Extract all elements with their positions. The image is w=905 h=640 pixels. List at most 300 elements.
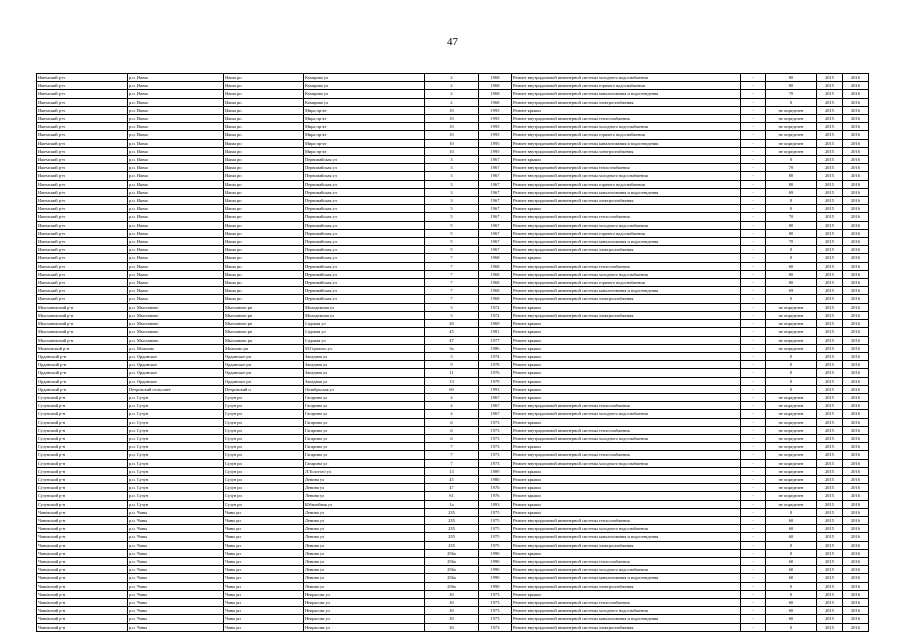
dash-cell-cell: - (741, 590, 766, 598)
settlement-cell: р.п. Ижма (128, 147, 224, 155)
table-row (37, 434, 869, 442)
street-cell: Октябрьская ул (304, 385, 425, 393)
build-year-cell: 1976 (479, 369, 512, 377)
locality-cell: Чаны рп (224, 574, 304, 582)
street-cell: Первомайская ул (304, 254, 425, 262)
settlement-cell: р.п. Ординское (128, 377, 224, 385)
end-year-cell: 2016 (843, 74, 869, 82)
district-cell: Ижемский р-н (37, 164, 128, 172)
settlement-cell: р.п. Ижма (128, 131, 224, 139)
street-cell: Первомайская ул (304, 180, 425, 188)
build-year-cell: 1990 (479, 582, 512, 590)
cost-value-cell: 69 (766, 188, 817, 196)
house-number-cell: 6 (425, 418, 479, 426)
table-row (37, 352, 869, 360)
settlement-cell: Петровский сельсовет (128, 385, 224, 393)
cost-value-cell: не определен (766, 393, 817, 401)
cost-value-cell: не определен (766, 426, 817, 434)
district-cell: Ижемский р-н (37, 221, 128, 229)
locality-cell: Мысханово рп (224, 320, 304, 328)
district-cell: Ординский р-н (37, 369, 128, 377)
start-year-cell: 2015 (817, 197, 843, 205)
end-year-cell: 2016 (843, 582, 869, 590)
dash-cell-cell: - (741, 336, 766, 344)
dash-cell-cell: - (741, 443, 766, 451)
house-number-cell: 5 (425, 246, 479, 254)
table-row (37, 623, 869, 631)
end-year-cell: 2016 (843, 229, 869, 237)
cost-value-cell: не определен (766, 402, 817, 410)
locality-cell: Чаны рп (224, 533, 304, 541)
district-cell: Сузунский р-н (37, 418, 128, 426)
locality-cell: Ижма рп (224, 238, 304, 246)
start-year-cell: 2015 (817, 402, 843, 410)
build-year-cell: 1968 (479, 279, 512, 287)
district-cell: Сузунский р-н (37, 434, 128, 442)
locality-cell: Сузун рп (224, 434, 304, 442)
start-year-cell: 2015 (817, 188, 843, 196)
end-year-cell: 2016 (843, 459, 869, 467)
locality-cell: Ижма рп (224, 98, 304, 106)
start-year-cell: 2015 (817, 459, 843, 467)
district-cell: Сузунский р-н (37, 500, 128, 508)
locality-cell: Сузун рп (224, 393, 304, 401)
table-row (37, 295, 869, 303)
cost-value-cell: не определен (766, 328, 817, 336)
cost-value-cell: 60 (766, 557, 817, 565)
district-cell: Ижемский р-н (37, 123, 128, 131)
end-year-cell: 2016 (843, 467, 869, 475)
locality-cell: Ижма рп (224, 270, 304, 278)
street-cell: Мира пр-кт (304, 123, 425, 131)
locality-cell: Сузун рп (224, 426, 304, 434)
house-number-cell: 2 (425, 82, 479, 90)
house-number-cell: 5 (425, 229, 479, 237)
house-number-cell: 7 (425, 279, 479, 287)
cost-value-cell: 80 (766, 279, 817, 287)
work-type-cell: Ремонт внутридомовой инженерной системы канализования и водоотведения (512, 574, 741, 582)
work-type-cell: Ремонт внутридомовой инженерной системы теплоснабжения (512, 599, 741, 607)
district-cell: Сузунский р-н (37, 467, 128, 475)
dash-cell-cell: - (741, 516, 766, 524)
cost-value-cell: 70 (766, 238, 817, 246)
build-year-cell: 1973 (479, 599, 512, 607)
table-row (37, 221, 869, 229)
settlement-cell: р.п. Чаны (128, 590, 224, 598)
start-year-cell: 2015 (817, 303, 843, 311)
build-year-cell: 1977 (479, 336, 512, 344)
locality-cell: Сузун рп (224, 500, 304, 508)
end-year-cell: 2016 (843, 434, 869, 442)
work-type-cell: Ремонт внутридомовой инженерной системы горячего водоснабжения (512, 229, 741, 237)
district-cell: Чановский р-н (37, 566, 128, 574)
table-row (37, 82, 869, 90)
dash-cell-cell: - (741, 131, 766, 139)
house-number-cell: 5 (425, 238, 479, 246)
dash-cell-cell: - (741, 180, 766, 188)
table-row (37, 139, 869, 147)
district-cell: Чановский р-н (37, 516, 128, 524)
cost-value-cell: не определен (766, 443, 817, 451)
dash-cell-cell: - (741, 123, 766, 131)
locality-cell: Сузун рп (224, 451, 304, 459)
table-row (37, 246, 869, 254)
settlement-cell: р.п. Сузун (128, 434, 224, 442)
cost-value-cell: 0 (766, 246, 817, 254)
house-number-cell: 235 (425, 508, 479, 516)
end-year-cell: 2016 (843, 402, 869, 410)
dash-cell-cell: - (741, 74, 766, 82)
work-type-cell: Ремонт внутридомовой инженерной системы канализования и водоотведения (512, 139, 741, 147)
district-cell: Чановский р-н (37, 525, 128, 533)
dash-cell-cell: - (741, 623, 766, 631)
house-number-cell: 6 (425, 426, 479, 434)
table-row (37, 270, 869, 278)
house-number-cell: 7 (425, 262, 479, 270)
build-year-cell: 1986 (479, 344, 512, 352)
house-number-cell: 10 (425, 131, 479, 139)
table-row (37, 369, 869, 377)
district-cell: Мысхановский р-н (37, 320, 128, 328)
table-row (37, 238, 869, 246)
end-year-cell: 2016 (843, 344, 869, 352)
end-year-cell: 2016 (843, 221, 869, 229)
build-year-cell: 1968 (479, 287, 512, 295)
cost-value-cell: 60 (766, 516, 817, 524)
house-number-cell: 7 (425, 287, 479, 295)
build-year-cell: 1973 (479, 451, 512, 459)
build-year-cell: 1969 (479, 320, 512, 328)
cost-value-cell: 60 (766, 525, 817, 533)
district-cell: Ижемский р-н (37, 82, 128, 90)
locality-cell: Чаны рп (224, 599, 304, 607)
work-type-cell: Ремонт внутридомовой инженерной системы электроснабжения (512, 295, 741, 303)
work-type-cell: Ремонт внутридомовой инженерной системы электроснабжения (512, 246, 741, 254)
house-number-cell: 3 (425, 164, 479, 172)
work-type-cell: Ремонт крыши (512, 492, 741, 500)
dash-cell-cell: - (741, 90, 766, 98)
locality-cell: Ижма рп (224, 147, 304, 155)
cost-value-cell: 0 (766, 156, 817, 164)
settlement-cell: р.п. Чаны (128, 615, 224, 623)
house-number-cell: 3 (425, 172, 479, 180)
cost-value-cell: 60 (766, 574, 817, 582)
street-cell: Мира пр-кт (304, 139, 425, 147)
district-cell: Мысхановский р-н (37, 311, 128, 319)
district-cell: Сузунский р-н (37, 426, 128, 434)
locality-cell: Ижма рп (224, 164, 304, 172)
locality-cell: Ижма рп (224, 213, 304, 221)
street-cell: Первомайская ул (304, 270, 425, 278)
start-year-cell: 2015 (817, 500, 843, 508)
end-year-cell: 2016 (843, 131, 869, 139)
house-number-cell: 30 (425, 623, 479, 631)
work-type-cell: Ремонт внутридомовой инженерной системы канализования и водоотведения (512, 90, 741, 98)
locality-cell: Ижма рп (224, 139, 304, 147)
dash-cell-cell: - (741, 82, 766, 90)
work-type-cell: Ремонт внутридомовой инженерной системы теплоснабжения (512, 262, 741, 270)
settlement-cell: р.п. Чаны (128, 574, 224, 582)
build-year-cell: 1976 (479, 492, 512, 500)
settlement-cell: р.п. Ижма (128, 279, 224, 287)
district-cell: Ижемский р-н (37, 270, 128, 278)
street-cell: Ленина ул (304, 525, 425, 533)
work-type-cell: Ремонт внутридомовой инженерной системы холодного водоснабжения (512, 566, 741, 574)
locality-cell: Сузун рп (224, 443, 304, 451)
end-year-cell: 2016 (843, 361, 869, 369)
end-year-cell: 2016 (843, 443, 869, 451)
page-number: 47 (447, 36, 458, 48)
end-year-cell: 2016 (843, 377, 869, 385)
end-year-cell: 2016 (843, 115, 869, 123)
start-year-cell: 2015 (817, 484, 843, 492)
house-number-cell: 10 (425, 115, 479, 123)
dash-cell-cell: - (741, 270, 766, 278)
street-cell: Первомайская ул (304, 188, 425, 196)
dash-cell-cell: - (741, 287, 766, 295)
build-year-cell: 1973 (479, 590, 512, 598)
district-cell: Чановский р-н (37, 590, 128, 598)
house-number-cell: 3 (425, 156, 479, 164)
table-row (37, 549, 869, 557)
settlement-cell: р.п. Ординское (128, 352, 224, 360)
table-row (37, 344, 869, 352)
street-cell: Мира пр-кт (304, 147, 425, 155)
table-row (37, 541, 869, 549)
build-year-cell: 1979 (479, 377, 512, 385)
end-year-cell: 2016 (843, 295, 869, 303)
table-row (37, 229, 869, 237)
dash-cell-cell: - (741, 492, 766, 500)
locality-cell: Ижма рп (224, 295, 304, 303)
table-row (37, 451, 869, 459)
start-year-cell: 2015 (817, 475, 843, 483)
dash-cell-cell: - (741, 197, 766, 205)
table-row (37, 303, 869, 311)
end-year-cell: 2016 (843, 508, 869, 516)
locality-cell: Ижма рп (224, 74, 304, 82)
build-year-cell: 1967 (479, 164, 512, 172)
locality-cell: Ижма рп (224, 246, 304, 254)
settlement-cell: р.п. Ижма (128, 229, 224, 237)
street-cell: Ленина ул (304, 475, 425, 483)
cost-value-cell: не определен (766, 500, 817, 508)
build-year-cell: 1980 (479, 475, 512, 483)
street-cell: Комарова ул (304, 90, 425, 98)
end-year-cell: 2016 (843, 246, 869, 254)
work-type-cell: Ремонт внутридомовой инженерной системы горячего водоснабжения (512, 82, 741, 90)
locality-cell: Чаны рп (224, 615, 304, 623)
build-year-cell: 1967 (479, 188, 512, 196)
start-year-cell: 2015 (817, 156, 843, 164)
cost-value-cell: не определен (766, 492, 817, 500)
dash-cell-cell: - (741, 508, 766, 516)
settlement-cell: р.п. Чаны (128, 508, 224, 516)
table-row (37, 164, 869, 172)
work-type-cell: Ремонт внутридомовой инженерной системы электроснабжения (512, 147, 741, 155)
work-type-cell: Ремонт внутридомовой инженерной системы теплоснабжения (512, 115, 741, 123)
table-row (37, 533, 869, 541)
dash-cell-cell: - (741, 377, 766, 385)
end-year-cell: 2016 (843, 180, 869, 188)
end-year-cell: 2016 (843, 418, 869, 426)
dash-cell-cell: - (741, 311, 766, 319)
build-year-cell: 1967 (479, 156, 512, 164)
district-cell: Чановский р-н (37, 533, 128, 541)
build-year-cell: 1967 (479, 213, 512, 221)
table-row (37, 590, 869, 598)
end-year-cell: 2016 (843, 574, 869, 582)
dash-cell-cell: - (741, 139, 766, 147)
settlement-cell: р.п. Сузун (128, 459, 224, 467)
district-cell: Ижемский р-н (37, 188, 128, 196)
dash-cell-cell: - (741, 361, 766, 369)
cost-value-cell: не определен (766, 147, 817, 155)
street-cell: Первомайская ул (304, 262, 425, 270)
settlement-cell: р.п. Ижма (128, 254, 224, 262)
start-year-cell: 2015 (817, 361, 843, 369)
table-row (37, 123, 869, 131)
cost-value-cell: 80 (766, 180, 817, 188)
house-number-cell: 7 (425, 254, 479, 262)
district-cell: Ижемский р-н (37, 295, 128, 303)
start-year-cell: 2015 (817, 205, 843, 213)
build-year-cell: 1974 (479, 352, 512, 360)
table-row (37, 205, 869, 213)
start-year-cell: 2015 (817, 385, 843, 393)
table-row (37, 566, 869, 574)
work-type-cell: Ремонт внутридомовой инженерной системы холодного водоснабжения (512, 434, 741, 442)
build-year-cell: 1981 (479, 328, 512, 336)
street-cell: Ленина ул (304, 582, 425, 590)
start-year-cell: 2015 (817, 492, 843, 500)
dash-cell-cell: - (741, 262, 766, 270)
district-cell: Чановский р-н (37, 599, 128, 607)
street-cell: Первомайская ул (304, 238, 425, 246)
house-number-cell: 2 (425, 90, 479, 98)
start-year-cell: 2015 (817, 451, 843, 459)
street-cell: Некрасова ул (304, 607, 425, 615)
house-number-cell: 7 (425, 270, 479, 278)
street-cell: Ленина ул (304, 557, 425, 565)
settlement-cell: р.п. Чаны (128, 557, 224, 565)
locality-cell: Петровский п (224, 385, 304, 393)
table-row (37, 287, 869, 295)
work-type-cell: Ремонт крыши (512, 385, 741, 393)
start-year-cell: 2015 (817, 516, 843, 524)
work-type-cell: Ремонт внутридомовой инженерной системы теплоснабжения (512, 402, 741, 410)
table-row (37, 131, 869, 139)
house-number-cell: 9 (425, 361, 479, 369)
street-cell: Ленина ул (304, 574, 425, 582)
start-year-cell: 2015 (817, 590, 843, 598)
district-cell: Мысхановский р-н (37, 303, 128, 311)
start-year-cell: 2015 (817, 320, 843, 328)
cost-value-cell: не определен (766, 467, 817, 475)
start-year-cell: 2015 (817, 467, 843, 475)
end-year-cell: 2016 (843, 164, 869, 172)
table-row (37, 254, 869, 262)
start-year-cell: 2015 (817, 508, 843, 516)
dash-cell-cell: - (741, 328, 766, 336)
work-type-cell: Ремонт внутридомовой инженерной системы горячего водоснабжения (512, 180, 741, 188)
start-year-cell: 2015 (817, 607, 843, 615)
locality-cell: Сузун рп (224, 459, 304, 467)
district-cell: Сузунский р-н (37, 492, 128, 500)
street-cell: Первомайская ул (304, 164, 425, 172)
start-year-cell: 2015 (817, 287, 843, 295)
start-year-cell: 2015 (817, 328, 843, 336)
street-cell: Западная ул (304, 377, 425, 385)
start-year-cell: 2015 (817, 254, 843, 262)
dash-cell-cell: - (741, 574, 766, 582)
work-type-cell: Ремонт внутридомовой инженерной системы холодного водоснабжения (512, 74, 741, 82)
dash-cell-cell: - (741, 344, 766, 352)
dash-cell-cell: - (741, 533, 766, 541)
dash-cell-cell: - (741, 393, 766, 401)
house-number-cell: 30 (425, 615, 479, 623)
cost-value-cell: 0 (766, 352, 817, 360)
table-row (37, 279, 869, 287)
cost-value-cell: 80 (766, 74, 817, 82)
district-cell: Сузунский р-н (37, 410, 128, 418)
build-year-cell: 1995 (479, 147, 512, 155)
end-year-cell: 2016 (843, 352, 869, 360)
street-cell: Садовая ул (304, 336, 425, 344)
district-cell: Ижемский р-н (37, 98, 128, 106)
street-cell: Ленина ул (304, 484, 425, 492)
locality-cell: Ижма рп (224, 106, 304, 114)
dash-cell-cell: - (741, 254, 766, 262)
table-row (37, 393, 869, 401)
table-row (37, 361, 869, 369)
settlement-cell: р.п. Мысханово (128, 336, 224, 344)
dash-cell-cell: - (741, 98, 766, 106)
end-year-cell: 2016 (843, 254, 869, 262)
house-number-cell: 10 (425, 123, 479, 131)
locality-cell: Ижма рп (224, 221, 304, 229)
house-number-cell: 3а (425, 344, 479, 352)
cost-value-cell: не определен (766, 451, 817, 459)
work-type-cell: Ремонт внутридомовой инженерной системы электроснабжения (512, 541, 741, 549)
locality-cell: Ординское рп (224, 377, 304, 385)
settlement-cell: р.п. Чаны (128, 599, 224, 607)
build-year-cell: 1990 (479, 557, 512, 565)
district-cell: Чановский р-н (37, 549, 128, 557)
locality-cell: Ижма рп (224, 197, 304, 205)
build-year-cell: 1967 (479, 238, 512, 246)
street-cell: Гагарина ул (304, 418, 425, 426)
settlement-cell: р.п. Мысханово (128, 303, 224, 311)
end-year-cell: 2016 (843, 123, 869, 131)
locality-cell: Мысханово рп (224, 311, 304, 319)
street-cell: Ленина ул (304, 508, 425, 516)
cost-value-cell: 80 (766, 82, 817, 90)
settlement-cell: р.п. Чаны (128, 607, 224, 615)
locality-cell: Ижма рп (224, 229, 304, 237)
end-year-cell: 2016 (843, 262, 869, 270)
dash-cell-cell: - (741, 238, 766, 246)
work-type-cell: Ремонт внутридомовой инженерной системы теплоснабжения (512, 557, 741, 565)
street-cell: Комарова ул (304, 74, 425, 82)
work-type-cell: Ремонт крыши (512, 328, 741, 336)
locality-cell: Сузун рп (224, 484, 304, 492)
dash-cell-cell: - (741, 229, 766, 237)
house-number-cell: 2 (425, 98, 479, 106)
settlement-cell: р.п. Ординское (128, 361, 224, 369)
locality-cell: Чаны рп (224, 516, 304, 524)
start-year-cell: 2015 (817, 180, 843, 188)
